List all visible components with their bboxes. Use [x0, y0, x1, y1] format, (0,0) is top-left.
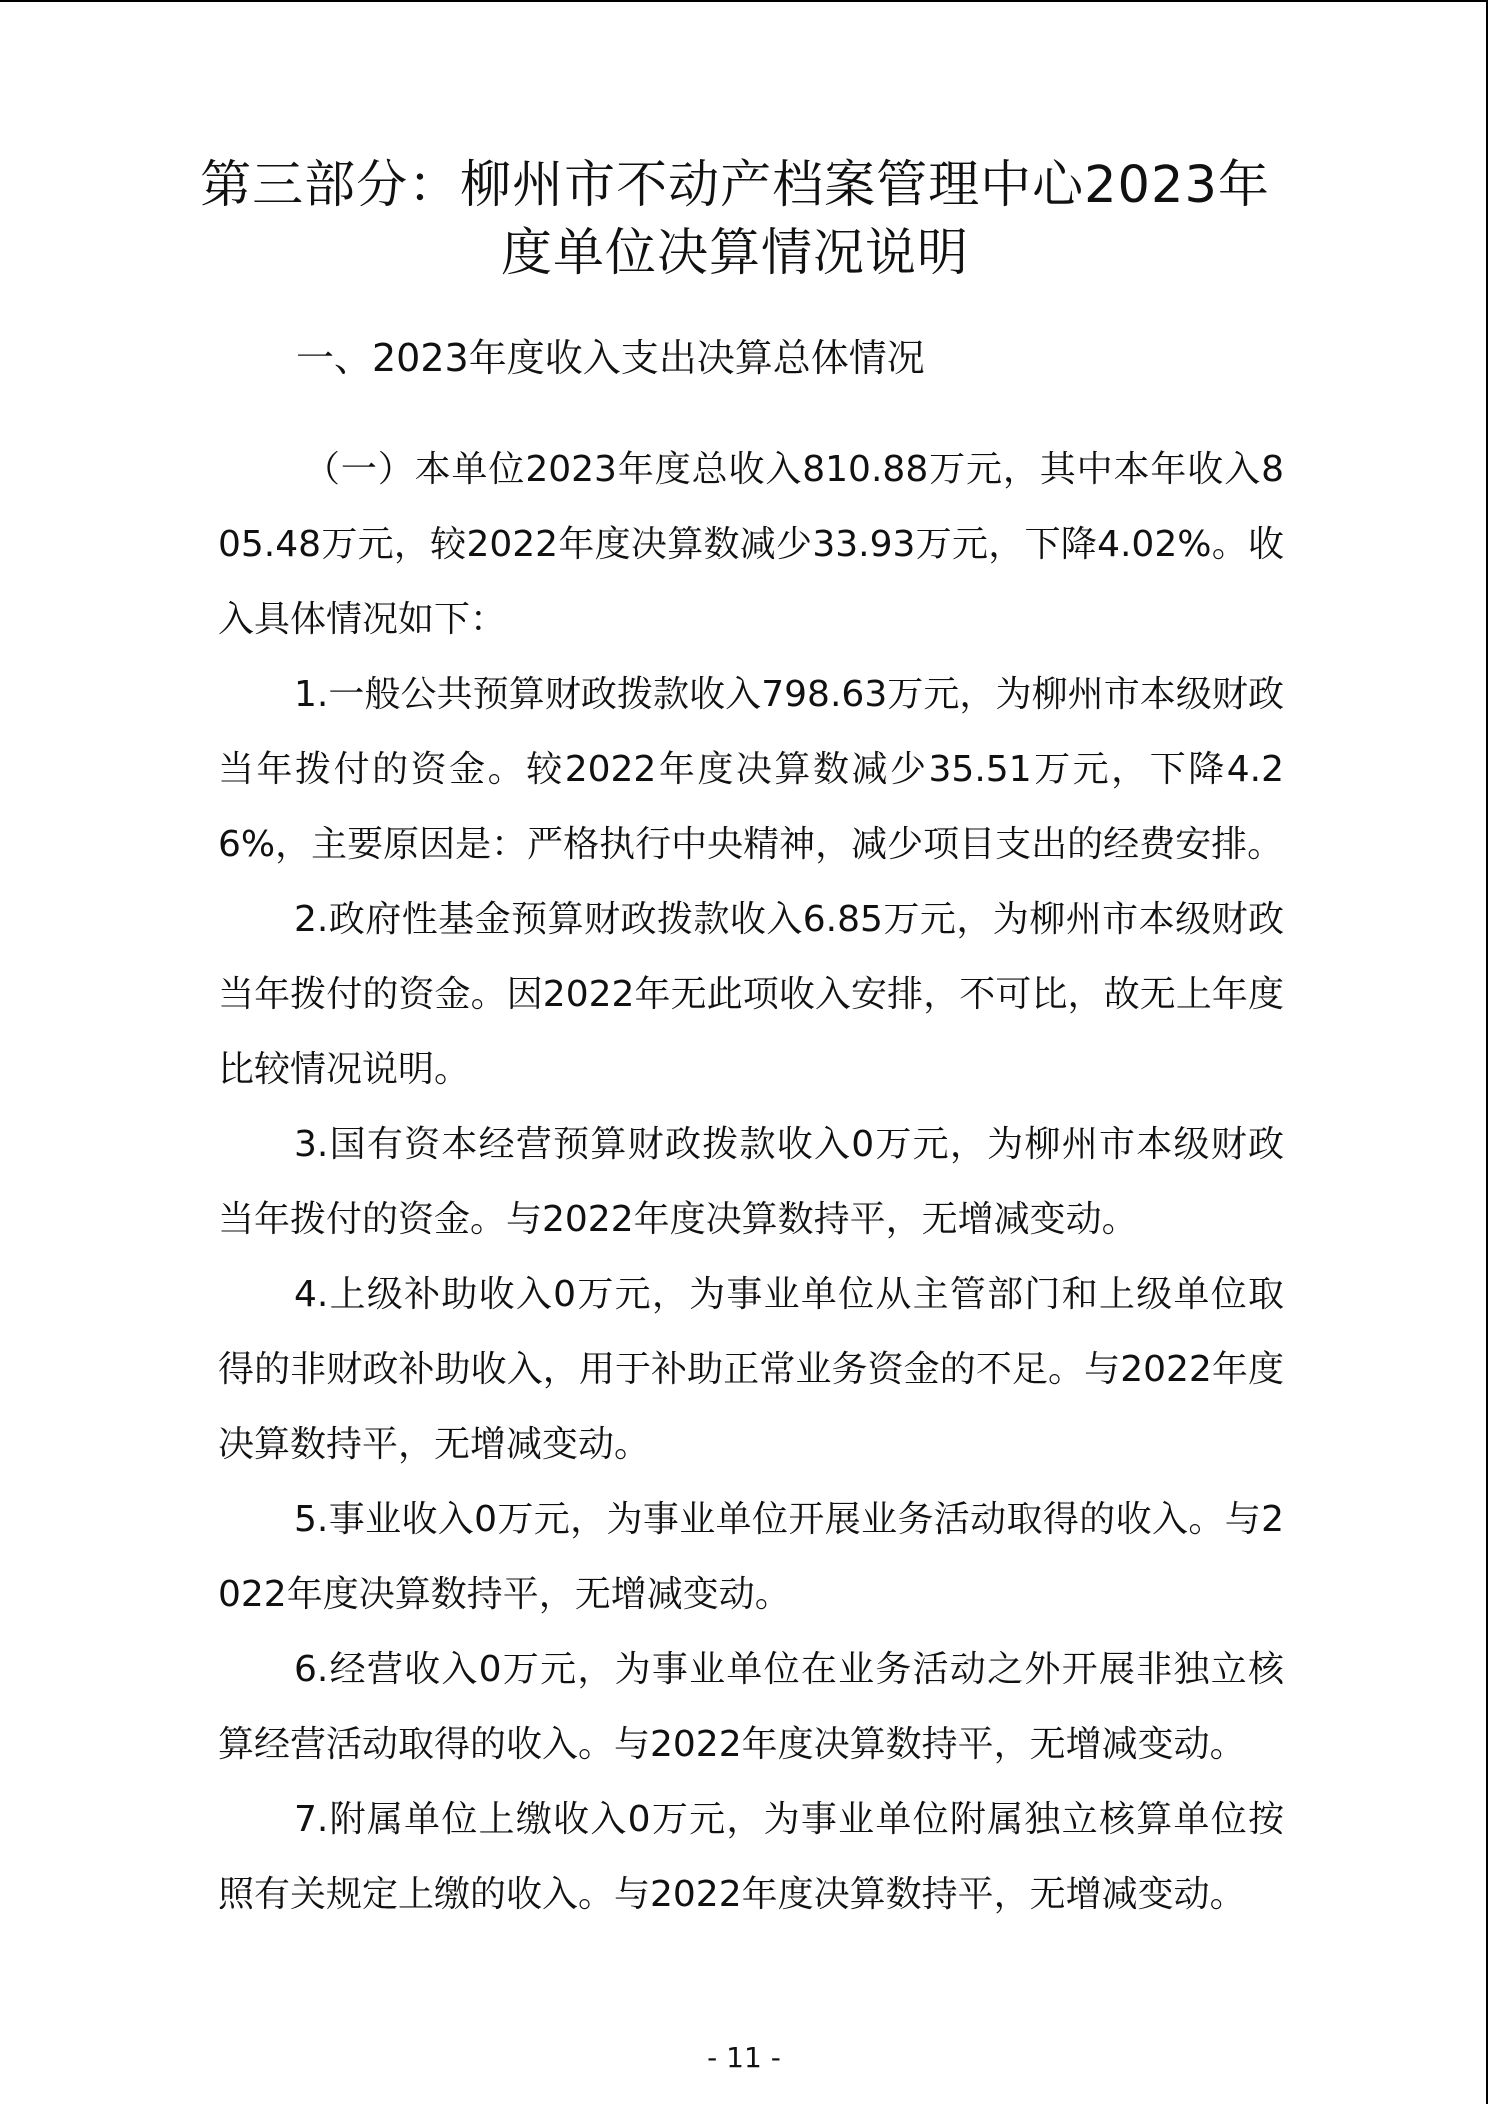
- paragraph-government-fund-income: 2.政府性基金预算财政拨款收入6.85万元，为柳州市本级财政当年拨付的资金。因2022年无此项收入安排，不可比，故无上年度比较情况说明。: [218, 899, 1284, 1090]
- paragraph-business-income: 5.事业收入0万元，为事业单位开展业务活动取得的收入。与2022年度决算数持平，无增减变动。: [218, 1499, 1284, 1615]
- paragraph-general-budget-income: 1.一般公共预算财政拨款收入798.63万元，为柳州市本级财政当年拨付的资金。较2022年度决算数减少35.51万元，下降4.26%，主要原因是：严格执行中央精神，减少项目支出的经费安排。: [218, 674, 1284, 865]
- paragraph-state-capital-income: 3.国有资本经营预算财政拨款收入0万元，为柳州市本级财政当年拨付的资金。与2022年度决算数持平，无增减变动。: [218, 1124, 1284, 1240]
- page-number: - 11 -: [707, 2041, 781, 2074]
- body-text: [218, 432, 1284, 1932]
- section-heading: 一、2023年度收入支出决算总体情况: [296, 336, 925, 380]
- paragraph-affiliated-unit-income: 7.附属单位上缴收入0万元，为事业单位附属独立核算单位按照有关规定上缴的收入。与2022年度决算数持平，无增减变动。: [218, 1799, 1284, 1915]
- paragraph-total-income: （一）本单位2023年度总收入810.88万元，其中本年收入805.48万元，较2022年度决算数减少33.93万元，下降4.02%。收入具体情况如下：: [218, 449, 1284, 640]
- paragraph-superior-subsidy-income: 4.上级补助收入0万元，为事业单位从主管部门和上级单位取得的非财政补助收入，用于补助正常业务资金的不足。与2022年度决算数持平，无增减变动。: [218, 1274, 1284, 1465]
- document-title: 第三部分：柳州市不动产档案管理中心2023年度单位决算情况说明: [200, 156, 1270, 283]
- paragraph-operating-income: 6.经营收入0万元，为事业单位在业务活动之外开展非独立核算经营活动取得的收入。与2022年度决算数持平，无增减变动。: [218, 1649, 1284, 1765]
